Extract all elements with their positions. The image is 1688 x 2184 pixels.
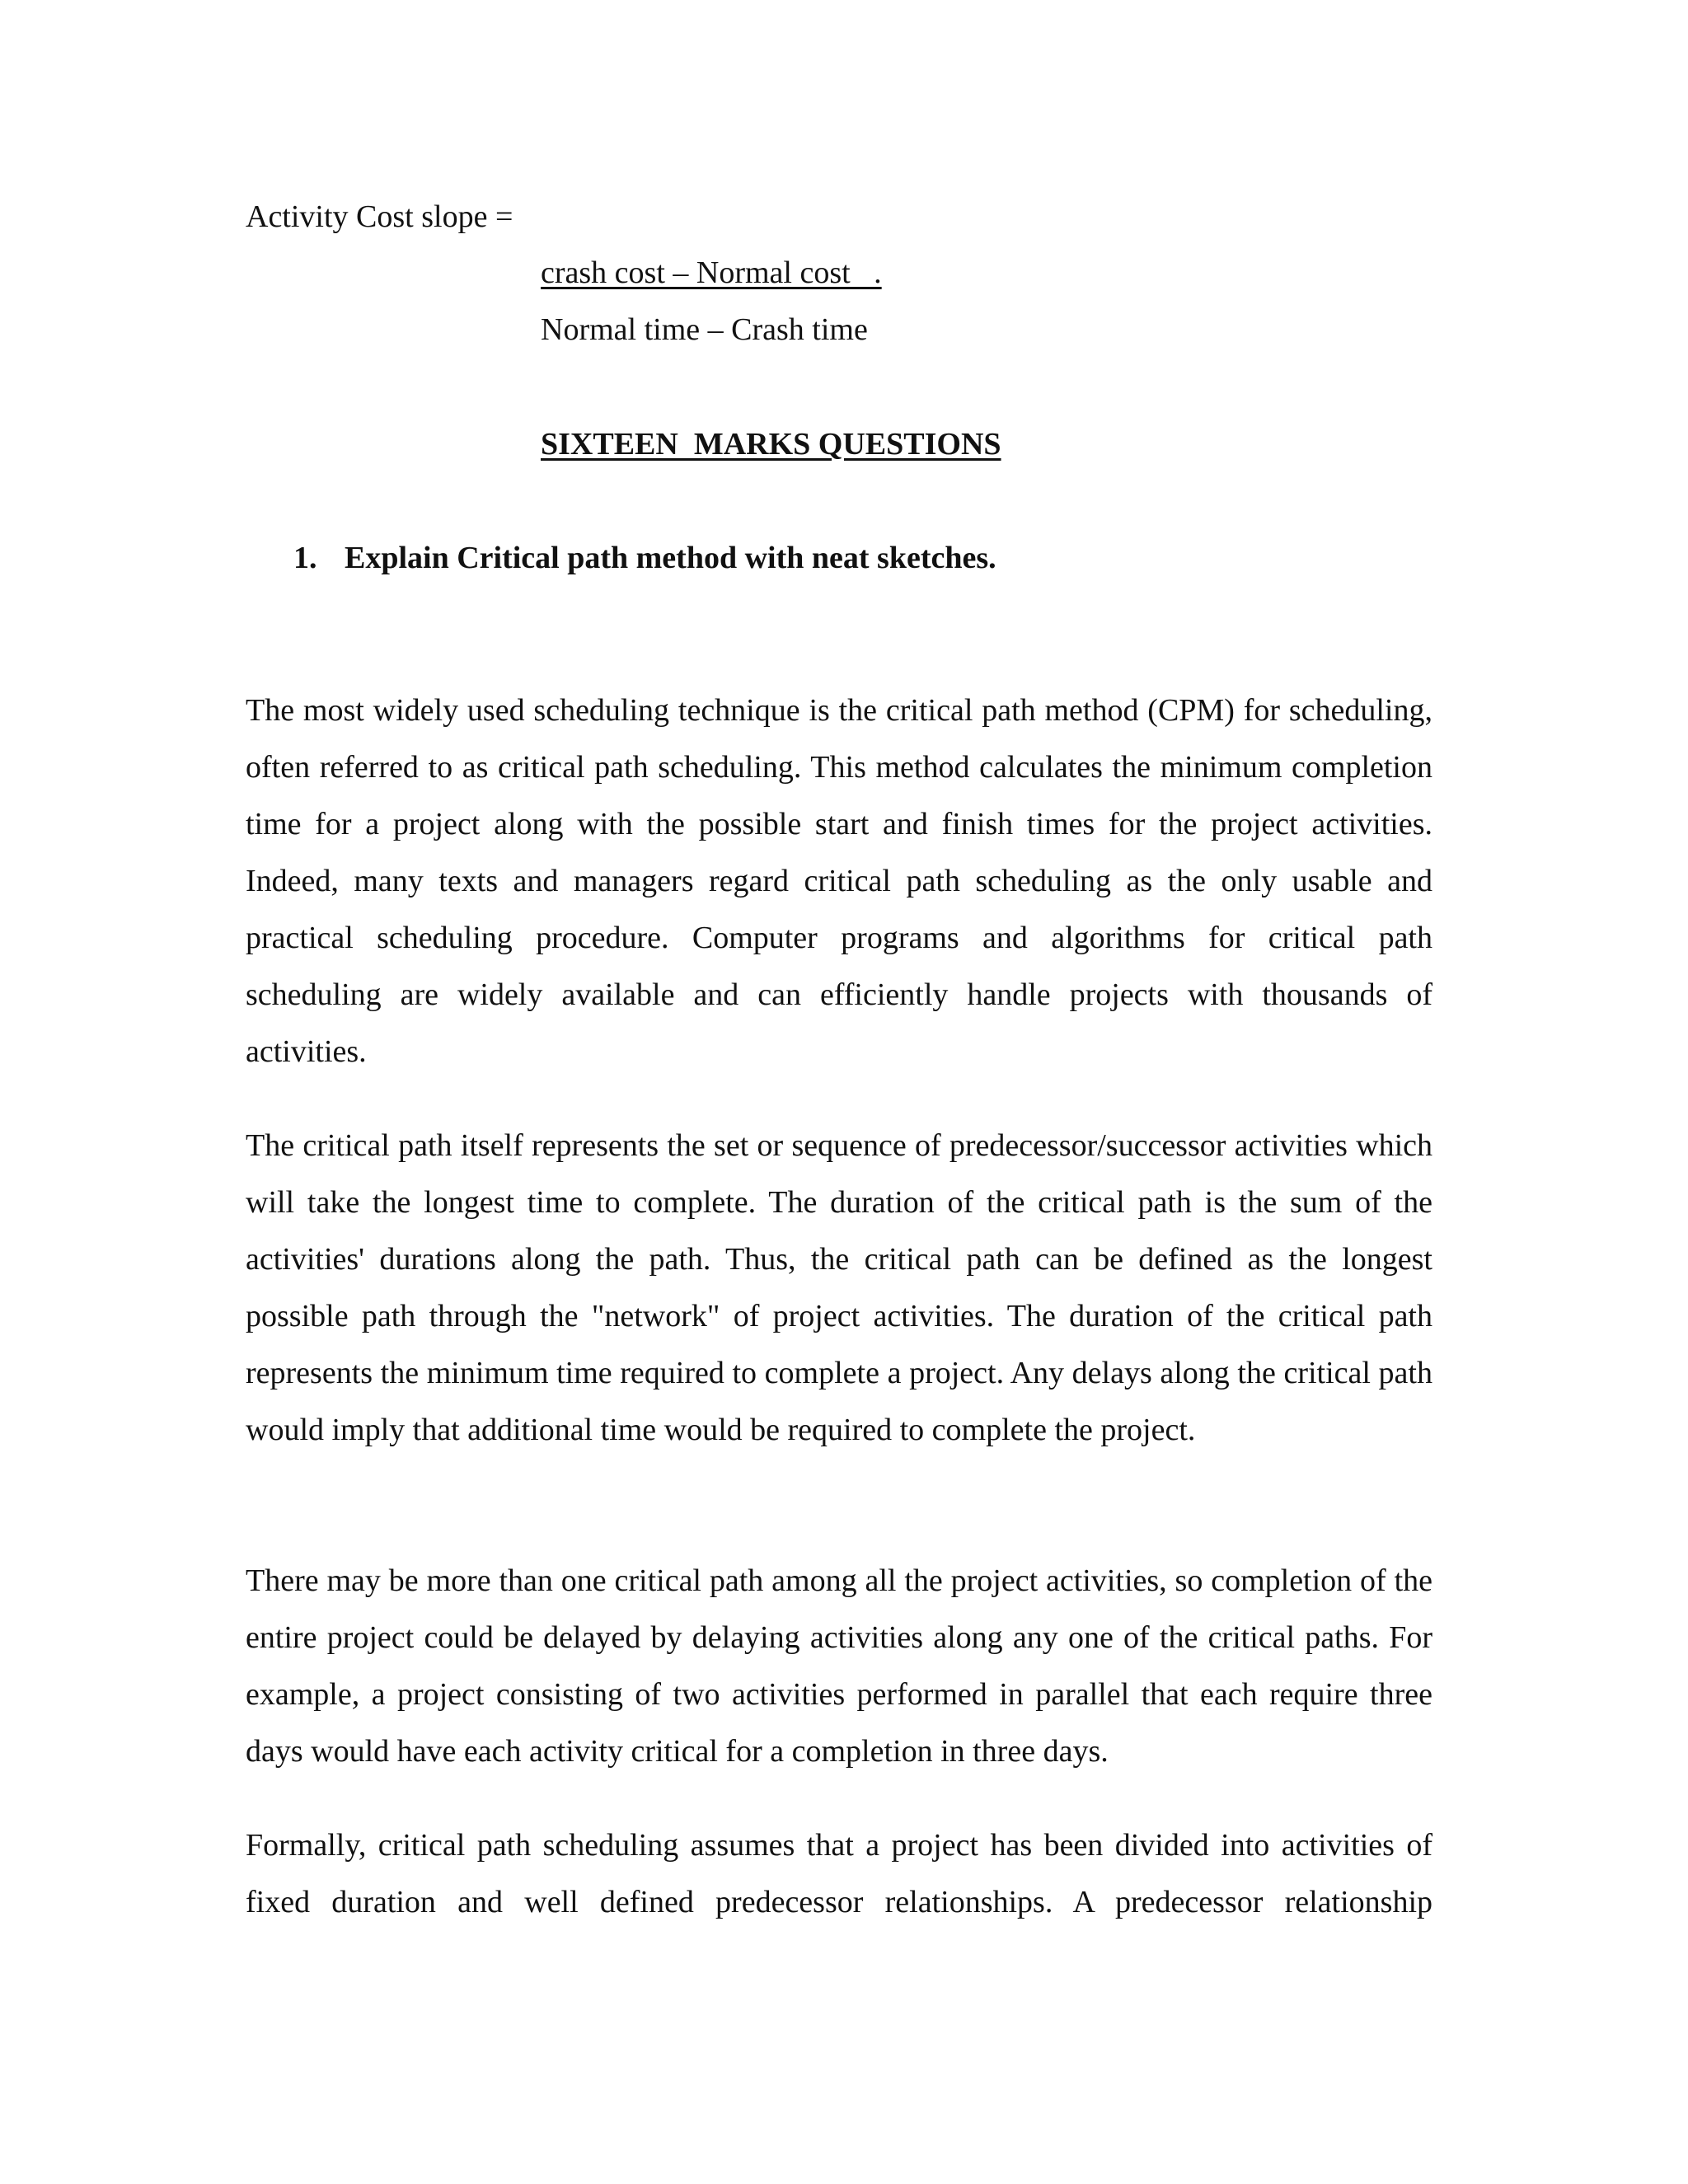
formula-numerator: crash cost – Normal cost . [541,255,882,290]
section-title: SIXTEEN MARKS QUESTIONS [541,427,1001,462]
question-number: 1. [293,541,317,575]
paragraph-critical-path-definition: The critical path itself represents the set or sequence of predecessor/successor activities which will take the longest time to complete. The duration of the critical path is the sum of the activities' durations along the path. Thus, the critical path can be defined as the longest possible path through the "network" of project activities. The duration of the critical path represents the minimum time required to complete a project. Any delays along the critical path would imply that additional time would be required to complete the project. [246,1128,1432,1447]
paragraph-multiple-critical-paths: There may be more than one critical path among all the project activities, so completion of the entire project could be delayed by delaying activities along any one of the critical paths. For example, a project consisting of two activities performed in parallel that each require three days would have each activity critical for a completion in three days. [246,1563,1432,1769]
question-text: Explain Critical path method with neat sketches. [345,541,996,575]
paragraph-formal-assumptions: Formally, critical path scheduling assumes that a project has been divided into activities of fixed duration and well defined predecessor relationships. A predecessor relationship [246,1828,1432,1919]
question-heading [293,539,996,577]
formula-denominator: Normal time – Crash time [541,312,868,347]
formula-label: Activity Cost slope = [246,199,513,234]
paragraph-cpm-overview: The most widely used scheduling technique is the critical path method (CPM) for scheduling, often referred to as critical path scheduling. This method calculates the minimum completion time for a project along with the possible start and finish times for the project activities. Indeed, many texts and managers regard critical path scheduling as the only usable and practical scheduling procedure. Computer programs and algorithms for critical path scheduling are widely available and can efficiently handle projects with thousands of activities. [246,693,1432,1069]
